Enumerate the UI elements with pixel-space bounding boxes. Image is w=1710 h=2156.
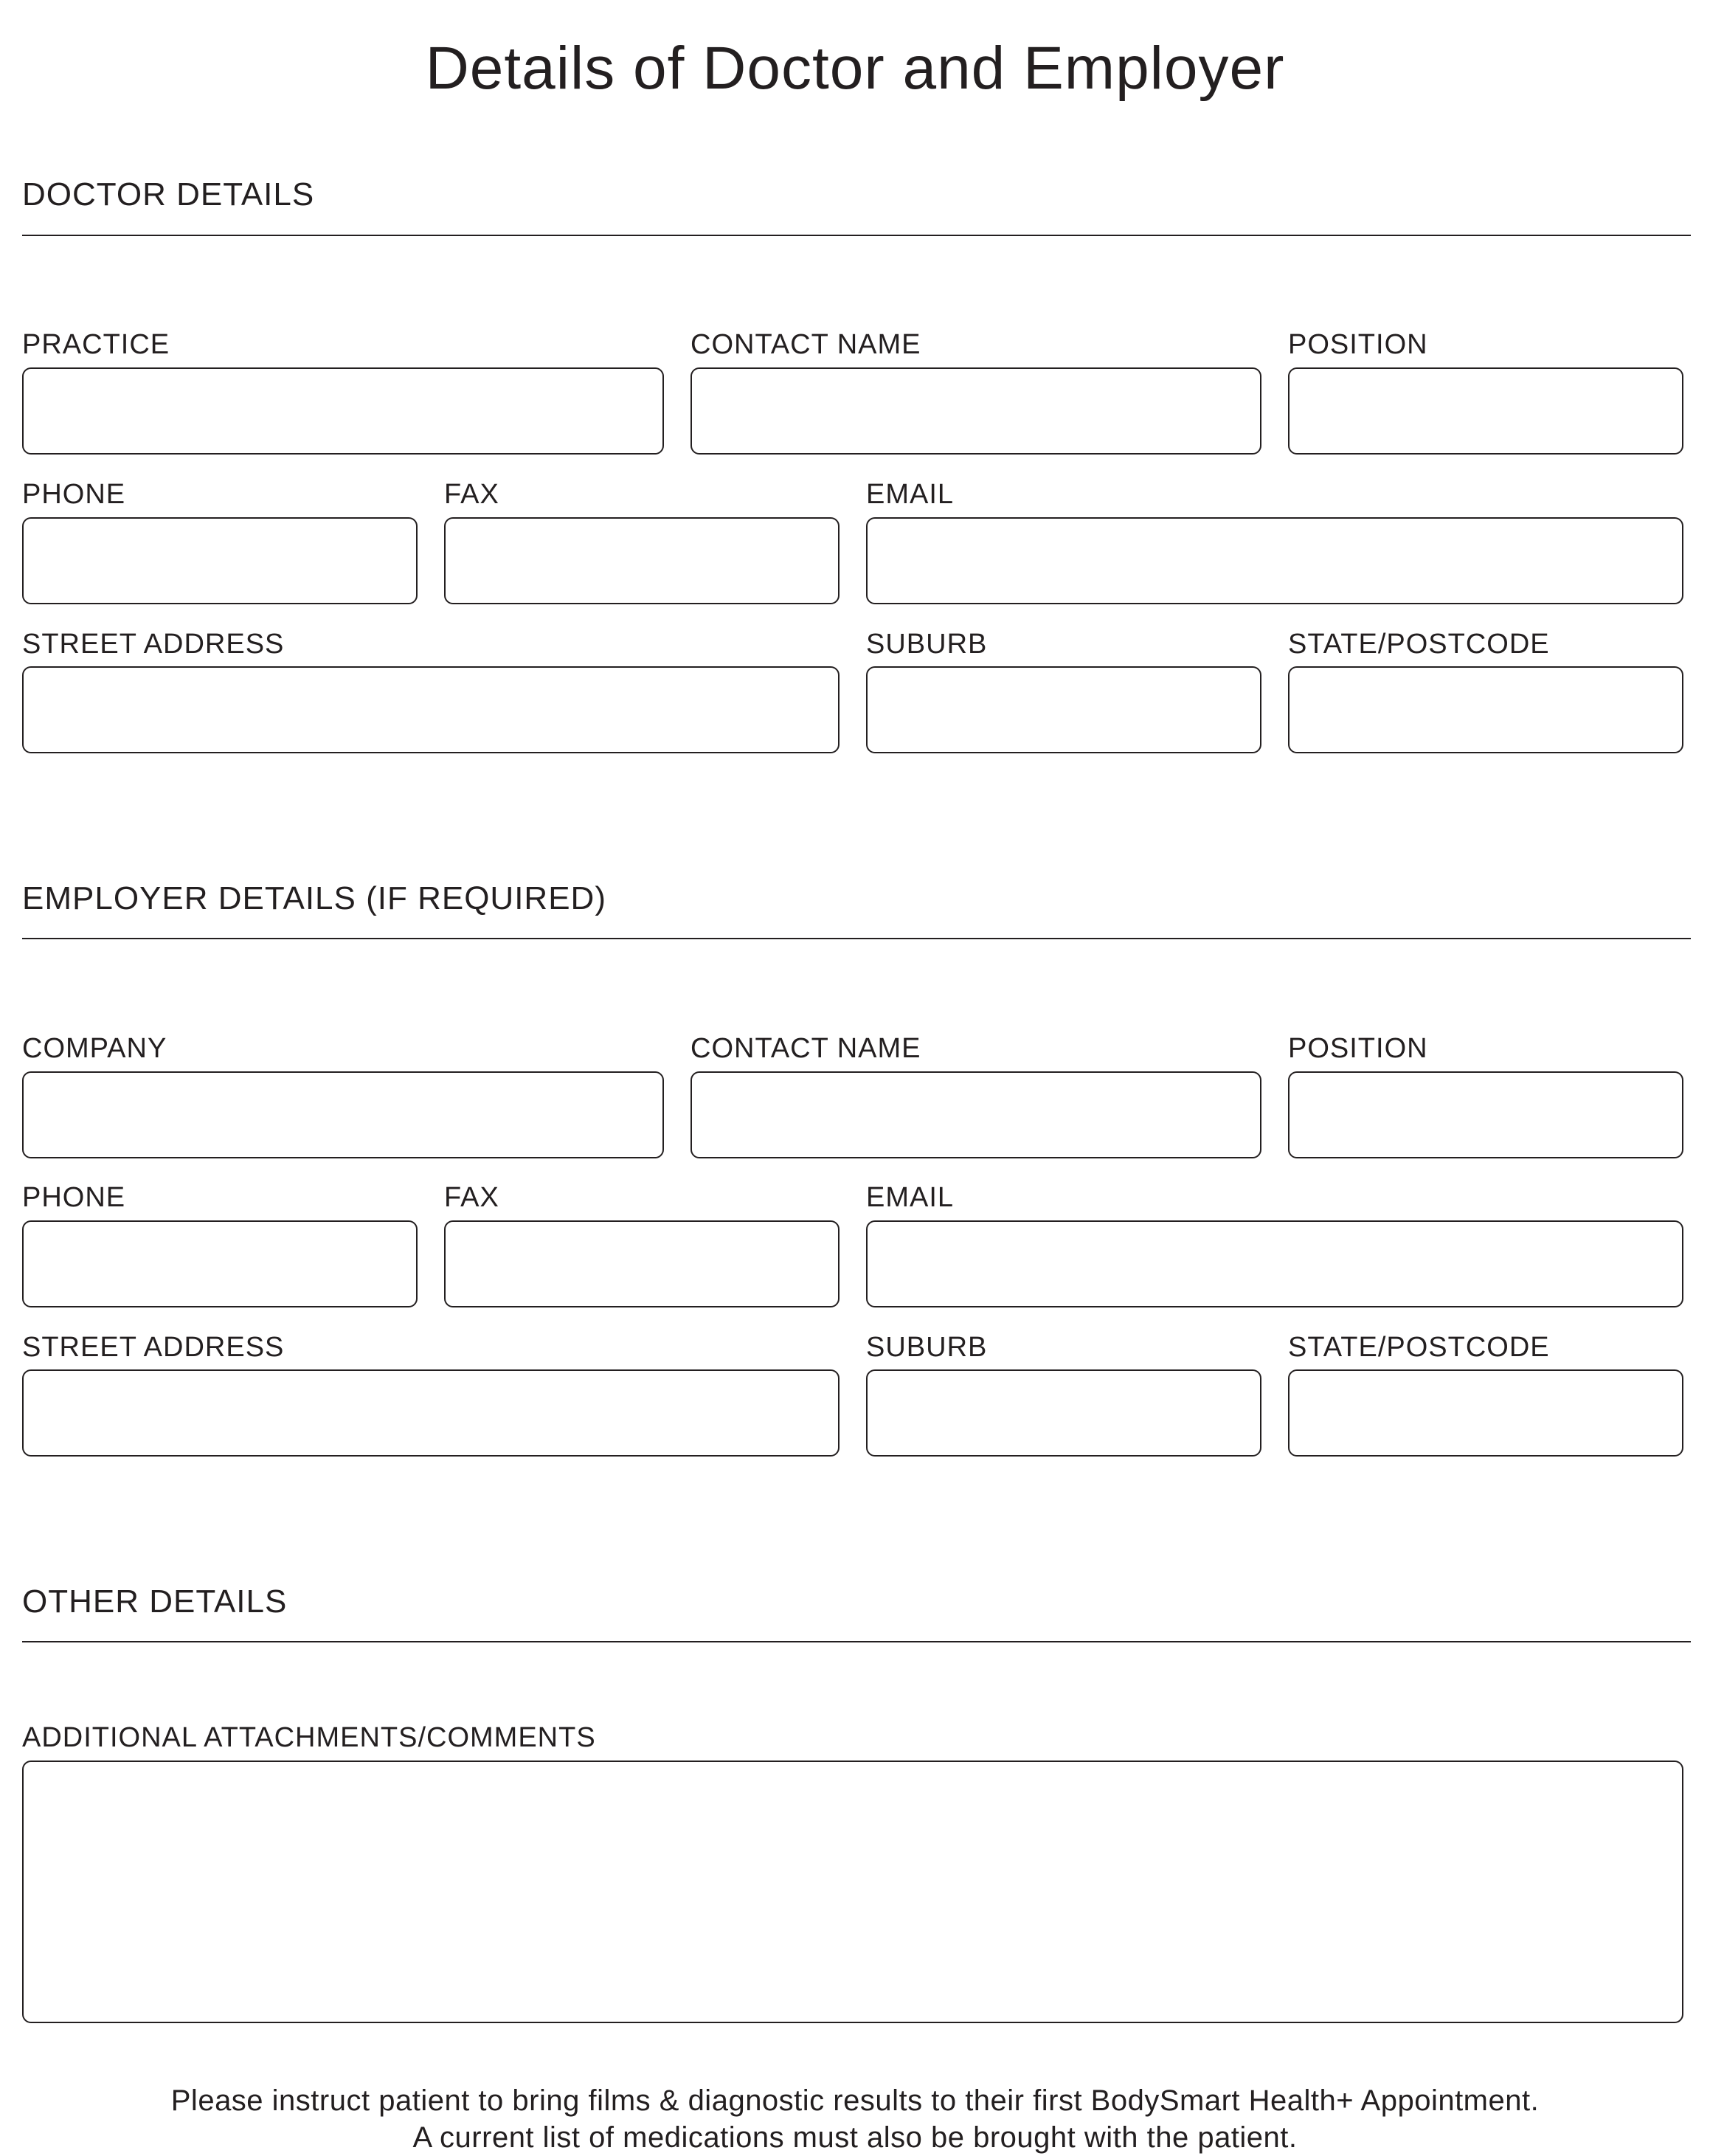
employer-email-input[interactable]: [868, 1222, 1682, 1306]
doctor-details-divider: [22, 235, 1691, 236]
employer-state-postcode-label: STATE/POSTCODE: [1288, 1332, 1550, 1363]
comments-textarea[interactable]: [24, 1762, 1682, 2022]
employer-position-label: POSITION: [1288, 1033, 1428, 1064]
employer-state-postcode-input[interactable]: [1290, 1371, 1682, 1455]
employer-phone-input[interactable]: [24, 1222, 416, 1306]
doctor-practice-label: PRACTICE: [22, 329, 170, 360]
employer-company-label: COMPANY: [22, 1033, 167, 1064]
employer-contact-name-input[interactable]: [692, 1073, 1260, 1157]
employer-details-divider: [22, 938, 1691, 939]
employer-email-field[interactable]: [866, 1220, 1683, 1307]
employer-position-field[interactable]: [1288, 1071, 1683, 1158]
doctor-state-postcode-input[interactable]: [1290, 668, 1682, 752]
doctor-state-postcode-field[interactable]: [1288, 666, 1683, 753]
other-details-divider: [22, 1641, 1691, 1642]
employer-phone-label: PHONE: [22, 1182, 126, 1213]
doctor-fax-field[interactable]: [444, 517, 840, 604]
doctor-state-postcode-label: STATE/POSTCODE: [1288, 629, 1550, 660]
employer-fax-input[interactable]: [446, 1222, 838, 1306]
employer-state-postcode-field[interactable]: [1288, 1369, 1683, 1457]
doctor-phone-input[interactable]: [24, 519, 416, 603]
doctor-phone-label: PHONE: [22, 479, 126, 510]
doctor-email-input[interactable]: [868, 519, 1682, 603]
employer-street-address-input[interactable]: [24, 1371, 838, 1455]
doctor-contact-name-input[interactable]: [692, 369, 1260, 453]
footer-instruction-line-2: A current list of medications must also be brought with the patient.: [412, 2121, 1298, 2154]
employer-details-heading: EMPLOYER DETAILS (IF REQUIRED): [22, 880, 606, 916]
employer-company-input[interactable]: [24, 1073, 662, 1157]
doctor-email-label: EMAIL: [866, 479, 955, 510]
doctor-email-field[interactable]: [866, 517, 1683, 604]
employer-fax-label: FAX: [444, 1182, 499, 1213]
employer-position-input[interactable]: [1290, 1073, 1682, 1157]
employer-company-field[interactable]: [22, 1071, 664, 1158]
employer-street-address-field[interactable]: [22, 1369, 840, 1457]
employer-fax-field[interactable]: [444, 1220, 840, 1307]
doctor-practice-field[interactable]: [22, 367, 664, 455]
doctor-position-field[interactable]: [1288, 367, 1683, 455]
doctor-street-address-input[interactable]: [24, 668, 838, 752]
employer-street-address-label: STREET ADDRESS: [22, 1332, 285, 1363]
doctor-contact-name-label: CONTACT NAME: [690, 329, 921, 360]
doctor-contact-name-field[interactable]: [690, 367, 1261, 455]
employer-suburb-label: SUBURB: [866, 1332, 988, 1363]
doctor-suburb-label: SUBURB: [866, 629, 988, 660]
employer-phone-field[interactable]: [22, 1220, 418, 1307]
doctor-practice-input[interactable]: [24, 369, 662, 453]
other-details-heading: OTHER DETAILS: [22, 1583, 288, 1620]
employer-suburb-input[interactable]: [868, 1371, 1260, 1455]
comments-label: ADDITIONAL ATTACHMENTS/COMMENTS: [22, 1722, 596, 1753]
employer-suburb-field[interactable]: [866, 1369, 1261, 1457]
employer-contact-name-label: CONTACT NAME: [690, 1033, 921, 1064]
doctor-fax-label: FAX: [444, 479, 499, 510]
doctor-suburb-input[interactable]: [868, 668, 1260, 752]
doctor-details-heading: DOCTOR DETAILS: [22, 176, 315, 213]
employer-email-label: EMAIL: [866, 1182, 955, 1213]
page-title: Details of Doctor and Employer: [425, 35, 1285, 102]
doctor-street-address-field[interactable]: [22, 666, 840, 753]
footer-instruction-line-1: Please instruct patient to bring films & diagnostic results to their first BodySmart Health+ Appointment.: [170, 2084, 1540, 2117]
doctor-position-label: POSITION: [1288, 329, 1428, 360]
doctor-street-address-label: STREET ADDRESS: [22, 629, 285, 660]
comments-field[interactable]: [22, 1761, 1683, 2023]
doctor-fax-input[interactable]: [446, 519, 838, 603]
employer-contact-name-field[interactable]: [690, 1071, 1261, 1158]
doctor-suburb-field[interactable]: [866, 666, 1261, 753]
doctor-phone-field[interactable]: [22, 517, 418, 604]
doctor-position-input[interactable]: [1290, 369, 1682, 453]
